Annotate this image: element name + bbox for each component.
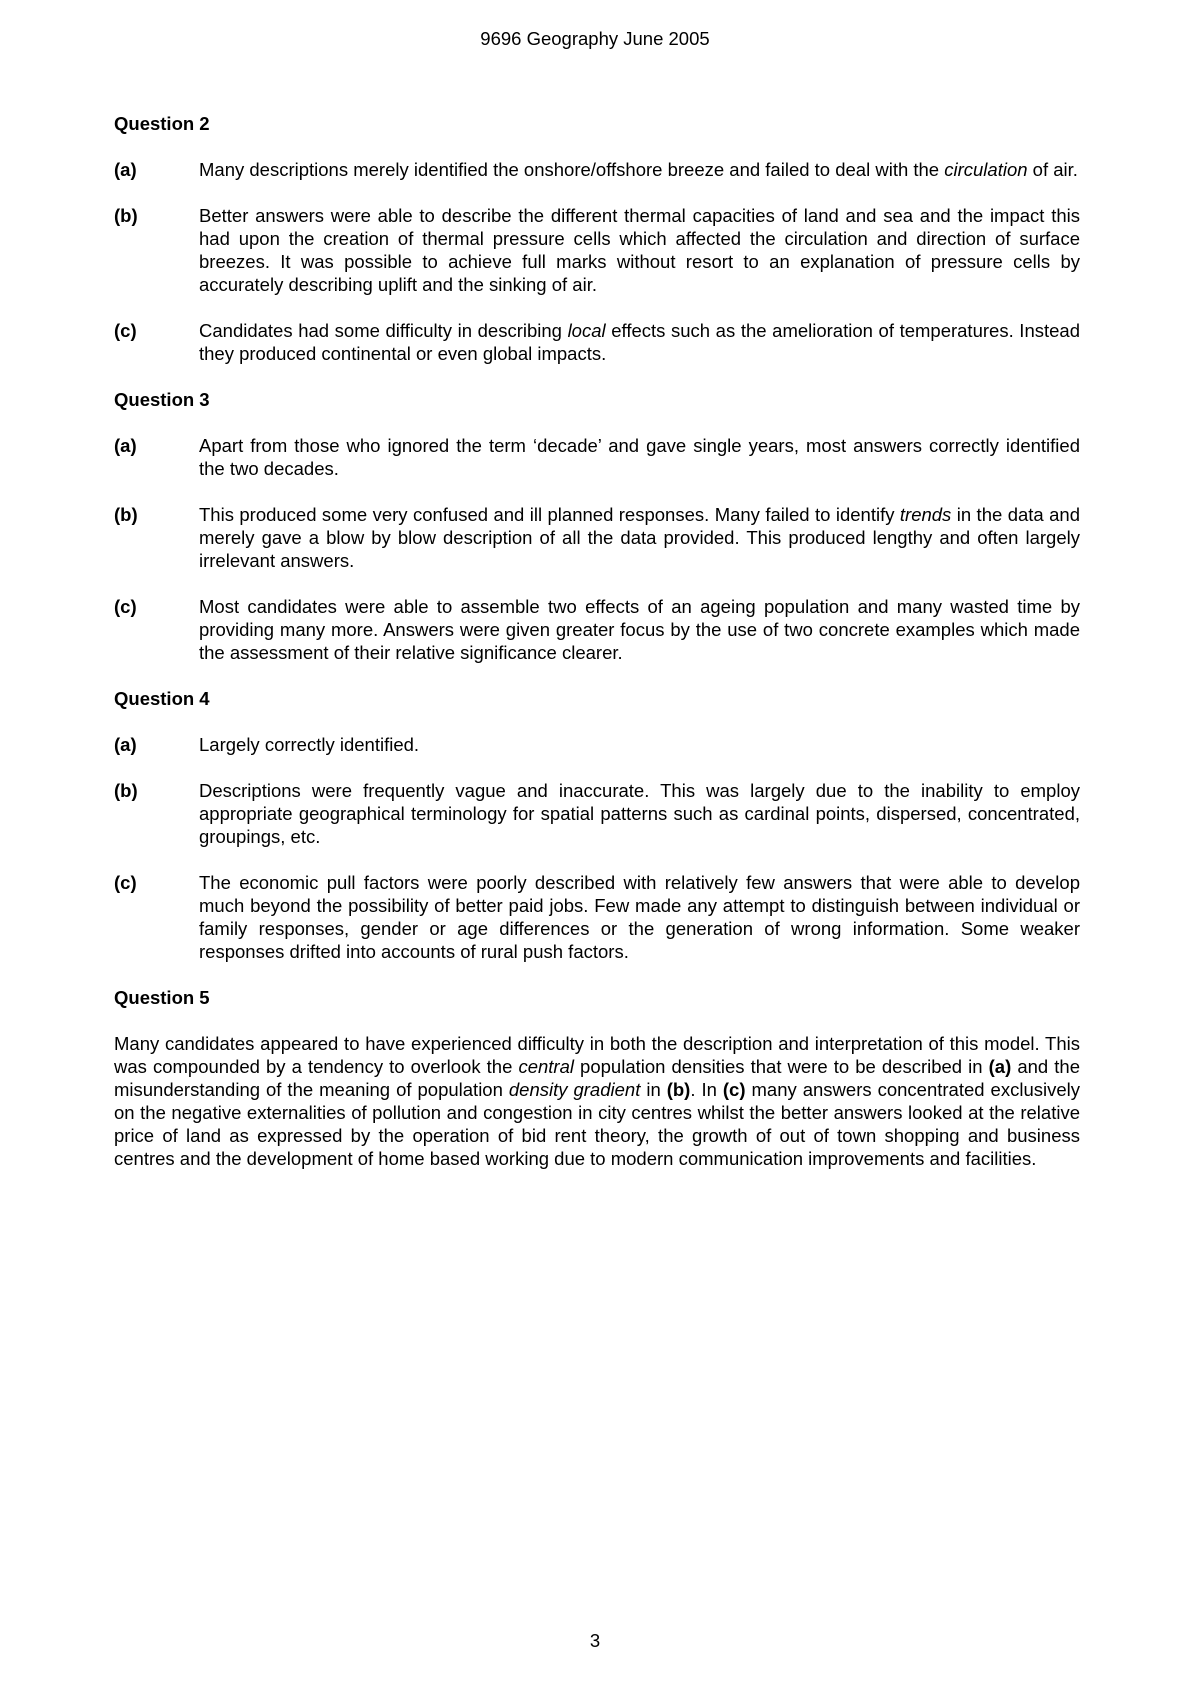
text-run: Most candidates were able to assemble two effects of an ageing population and many wasted time by providing many more. Answers were given greater focus by the use of two concrete examples which made the assessment of their relative significance clearer. [199, 596, 1080, 663]
question-part [114, 779, 1080, 848]
part-label: (c) [114, 596, 137, 617]
text-run: Better answers were able to describe the different thermal capacities of land and sea and the impact this had upon the creation of thermal pressure cells which affected the circulation and direction of surface breezes. It was possible to achieve full marks without resort to an explanation of pressure cells by accurately describing uplift and the sinking of air. [199, 205, 1080, 295]
part-label: (a) [114, 159, 137, 180]
part-label: (b) [114, 205, 138, 226]
part-label: (a) [114, 734, 137, 755]
text-run: Largely correctly identified. [199, 734, 420, 755]
page-header: 9696 Geography June 2005 [480, 28, 710, 49]
report-body [114, 112, 1080, 1170]
part-label: (b) [114, 780, 138, 801]
part-text [199, 319, 1080, 365]
question-title: Question 3 [114, 389, 210, 410]
question-part [114, 319, 1080, 365]
question-title: Question 4 [114, 688, 210, 709]
text-run: Many candidates appeared to have experienced difficulty in both the description and interpretation of this model. This was compounded by a tendency to overlook the [114, 1033, 1080, 1077]
text-run: and the misunderstanding of the meaning of population [114, 1056, 1080, 1100]
part-text [199, 503, 1080, 572]
text-run: population densities that were to be described in [573, 1056, 989, 1077]
text-run: Candidates had some difficulty in describing [199, 320, 568, 341]
emphasis-text: local [567, 320, 606, 341]
page-number: 3 [589, 1630, 601, 1651]
part-text [199, 779, 1080, 848]
question-part [114, 733, 1080, 756]
part-text [199, 434, 1080, 480]
question-paragraph [114, 1032, 1080, 1170]
text-run: in [640, 1079, 667, 1100]
part-label: (c) [114, 320, 137, 341]
part-label: (a) [114, 435, 137, 456]
text-run: Many descriptions merely identified the onshore/offshore breeze and failed to deal with the [199, 159, 945, 180]
question-section [114, 112, 1080, 365]
text-run: many answers concentrated exclusively on the negative externalities of pollution and congestion in city centres whilst the better answers looked at the relative price of land as expressed by the operation of bid rent theory, the growth of out of town shopping and business centres and the development of home based working due to modern communication improvements and facilities. [114, 1079, 1080, 1169]
text-run: Descriptions were frequently vague and inaccurate. This was largely due to the inability to employ appropriate geographical terminology for spatial patterns such as cardinal points, dispersed, concentrated, groupings, etc. [199, 780, 1080, 847]
question-title: Question 2 [114, 113, 210, 134]
emphasis-text: trends [899, 504, 952, 525]
bold-reference: (b) [666, 1079, 691, 1100]
question-title: Question 5 [114, 987, 210, 1008]
question-part [114, 158, 1080, 181]
question-part [114, 503, 1080, 572]
question-part [114, 204, 1080, 296]
part-text [199, 595, 1080, 664]
bold-reference: (a) [988, 1056, 1012, 1077]
text-run: . In [690, 1079, 723, 1100]
text-run: effects such as the amelioration of temperatures. Instead they produced continental or even global impacts. [199, 320, 1080, 364]
bold-reference: (c) [722, 1079, 746, 1100]
question-part [114, 434, 1080, 480]
part-text [199, 204, 1080, 296]
text-run: Apart from those who ignored the term ‘decade’ and gave single years, most answers correctly identified the two decades. [199, 435, 1080, 479]
question-part [114, 595, 1080, 664]
emphasis-text: central [518, 1056, 574, 1077]
part-text [199, 871, 1080, 963]
text-run: in the data and merely gave a blow by blow description of all the data provided. This produced lengthy and often largely irrelevant answers. [199, 504, 1080, 571]
text-run: The economic pull factors were poorly described with relatively few answers that were able to develop much beyond the possibility of better paid jobs. Few made any attempt to distinguish between individual or family responses, gender or age differences or the generation of wrong information. Some weaker responses drifted into accounts of rural push factors. [199, 872, 1080, 962]
part-label: (b) [114, 504, 138, 525]
part-text [199, 733, 1080, 756]
part-label: (c) [114, 872, 137, 893]
text-run: This produced some very confused and ill planned responses. Many failed to identify [199, 504, 900, 525]
emphasis-text: density gradient [508, 1079, 641, 1100]
emphasis-text: circulation [944, 159, 1028, 180]
text-run: of air. [1027, 159, 1078, 180]
question-part [114, 871, 1080, 963]
part-text [199, 158, 1080, 181]
question-section [114, 388, 1080, 664]
question-section [114, 986, 1080, 1170]
question-section [114, 687, 1080, 963]
